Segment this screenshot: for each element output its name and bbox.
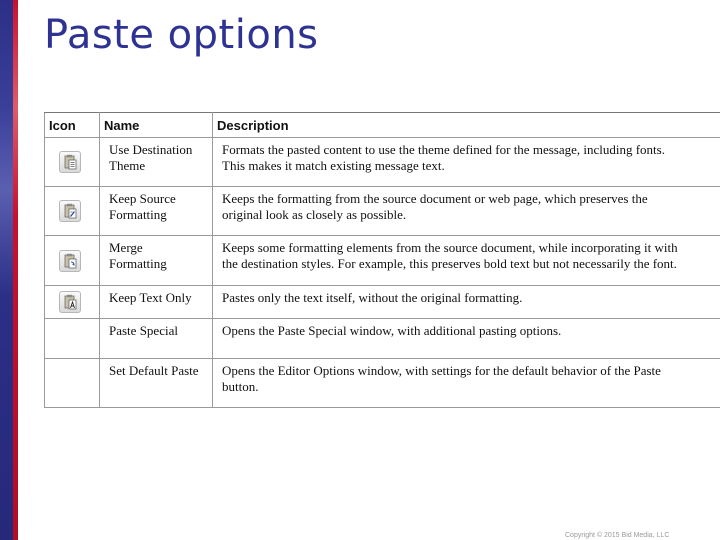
paste-options-table bbox=[44, 112, 720, 408]
row-name: Set Default Paste bbox=[100, 359, 213, 408]
header-name: Name bbox=[100, 113, 213, 138]
row-description: Keeps some formatting elements from the source document, while incorporating it with the destination styles. For example, this preserves bold text but not necessarily the font. bbox=[213, 236, 720, 286]
table-row bbox=[45, 319, 720, 359]
slide-title: Paste options bbox=[44, 12, 319, 58]
row-description: Formats the pasted content to use the theme defined for the message, including fonts. This makes it match existing message text. bbox=[213, 138, 720, 187]
row-name: Paste Special bbox=[100, 319, 213, 359]
table-header-row bbox=[45, 113, 720, 138]
table-row bbox=[45, 187, 720, 236]
row-name: Keep Source Formatting bbox=[100, 187, 213, 236]
row-name: Keep Text Only bbox=[100, 286, 213, 319]
row-description: Opens the Paste Special window, with additional pasting options. bbox=[213, 319, 720, 359]
header-icon: Icon bbox=[45, 113, 100, 138]
table-row bbox=[45, 236, 720, 286]
copyright-footer: Copyright © 2015 Bid Media, LLC bbox=[565, 532, 670, 539]
header-description: Description bbox=[213, 113, 720, 138]
table-row bbox=[45, 138, 720, 187]
left-accent-stripe bbox=[13, 0, 18, 540]
paste-destination-theme-icon bbox=[59, 151, 81, 173]
left-accent-bar bbox=[0, 0, 13, 540]
paste-merge-formatting-icon bbox=[59, 250, 81, 272]
paste-text-only-icon bbox=[59, 291, 81, 313]
row-description: Keeps the formatting from the source document or web page, which preserves the original look as closely as possible. bbox=[213, 187, 720, 236]
row-name: Merge Formatting bbox=[100, 236, 213, 286]
table-row bbox=[45, 286, 720, 319]
table-row bbox=[45, 359, 720, 408]
row-description: Pastes only the text itself, without the original formatting. bbox=[213, 286, 720, 319]
row-description: Opens the Editor Options window, with settings for the default behavior of the Paste button. bbox=[213, 359, 720, 408]
row-name: Use Destination Theme bbox=[100, 138, 213, 187]
paste-keep-source-icon bbox=[59, 200, 81, 222]
